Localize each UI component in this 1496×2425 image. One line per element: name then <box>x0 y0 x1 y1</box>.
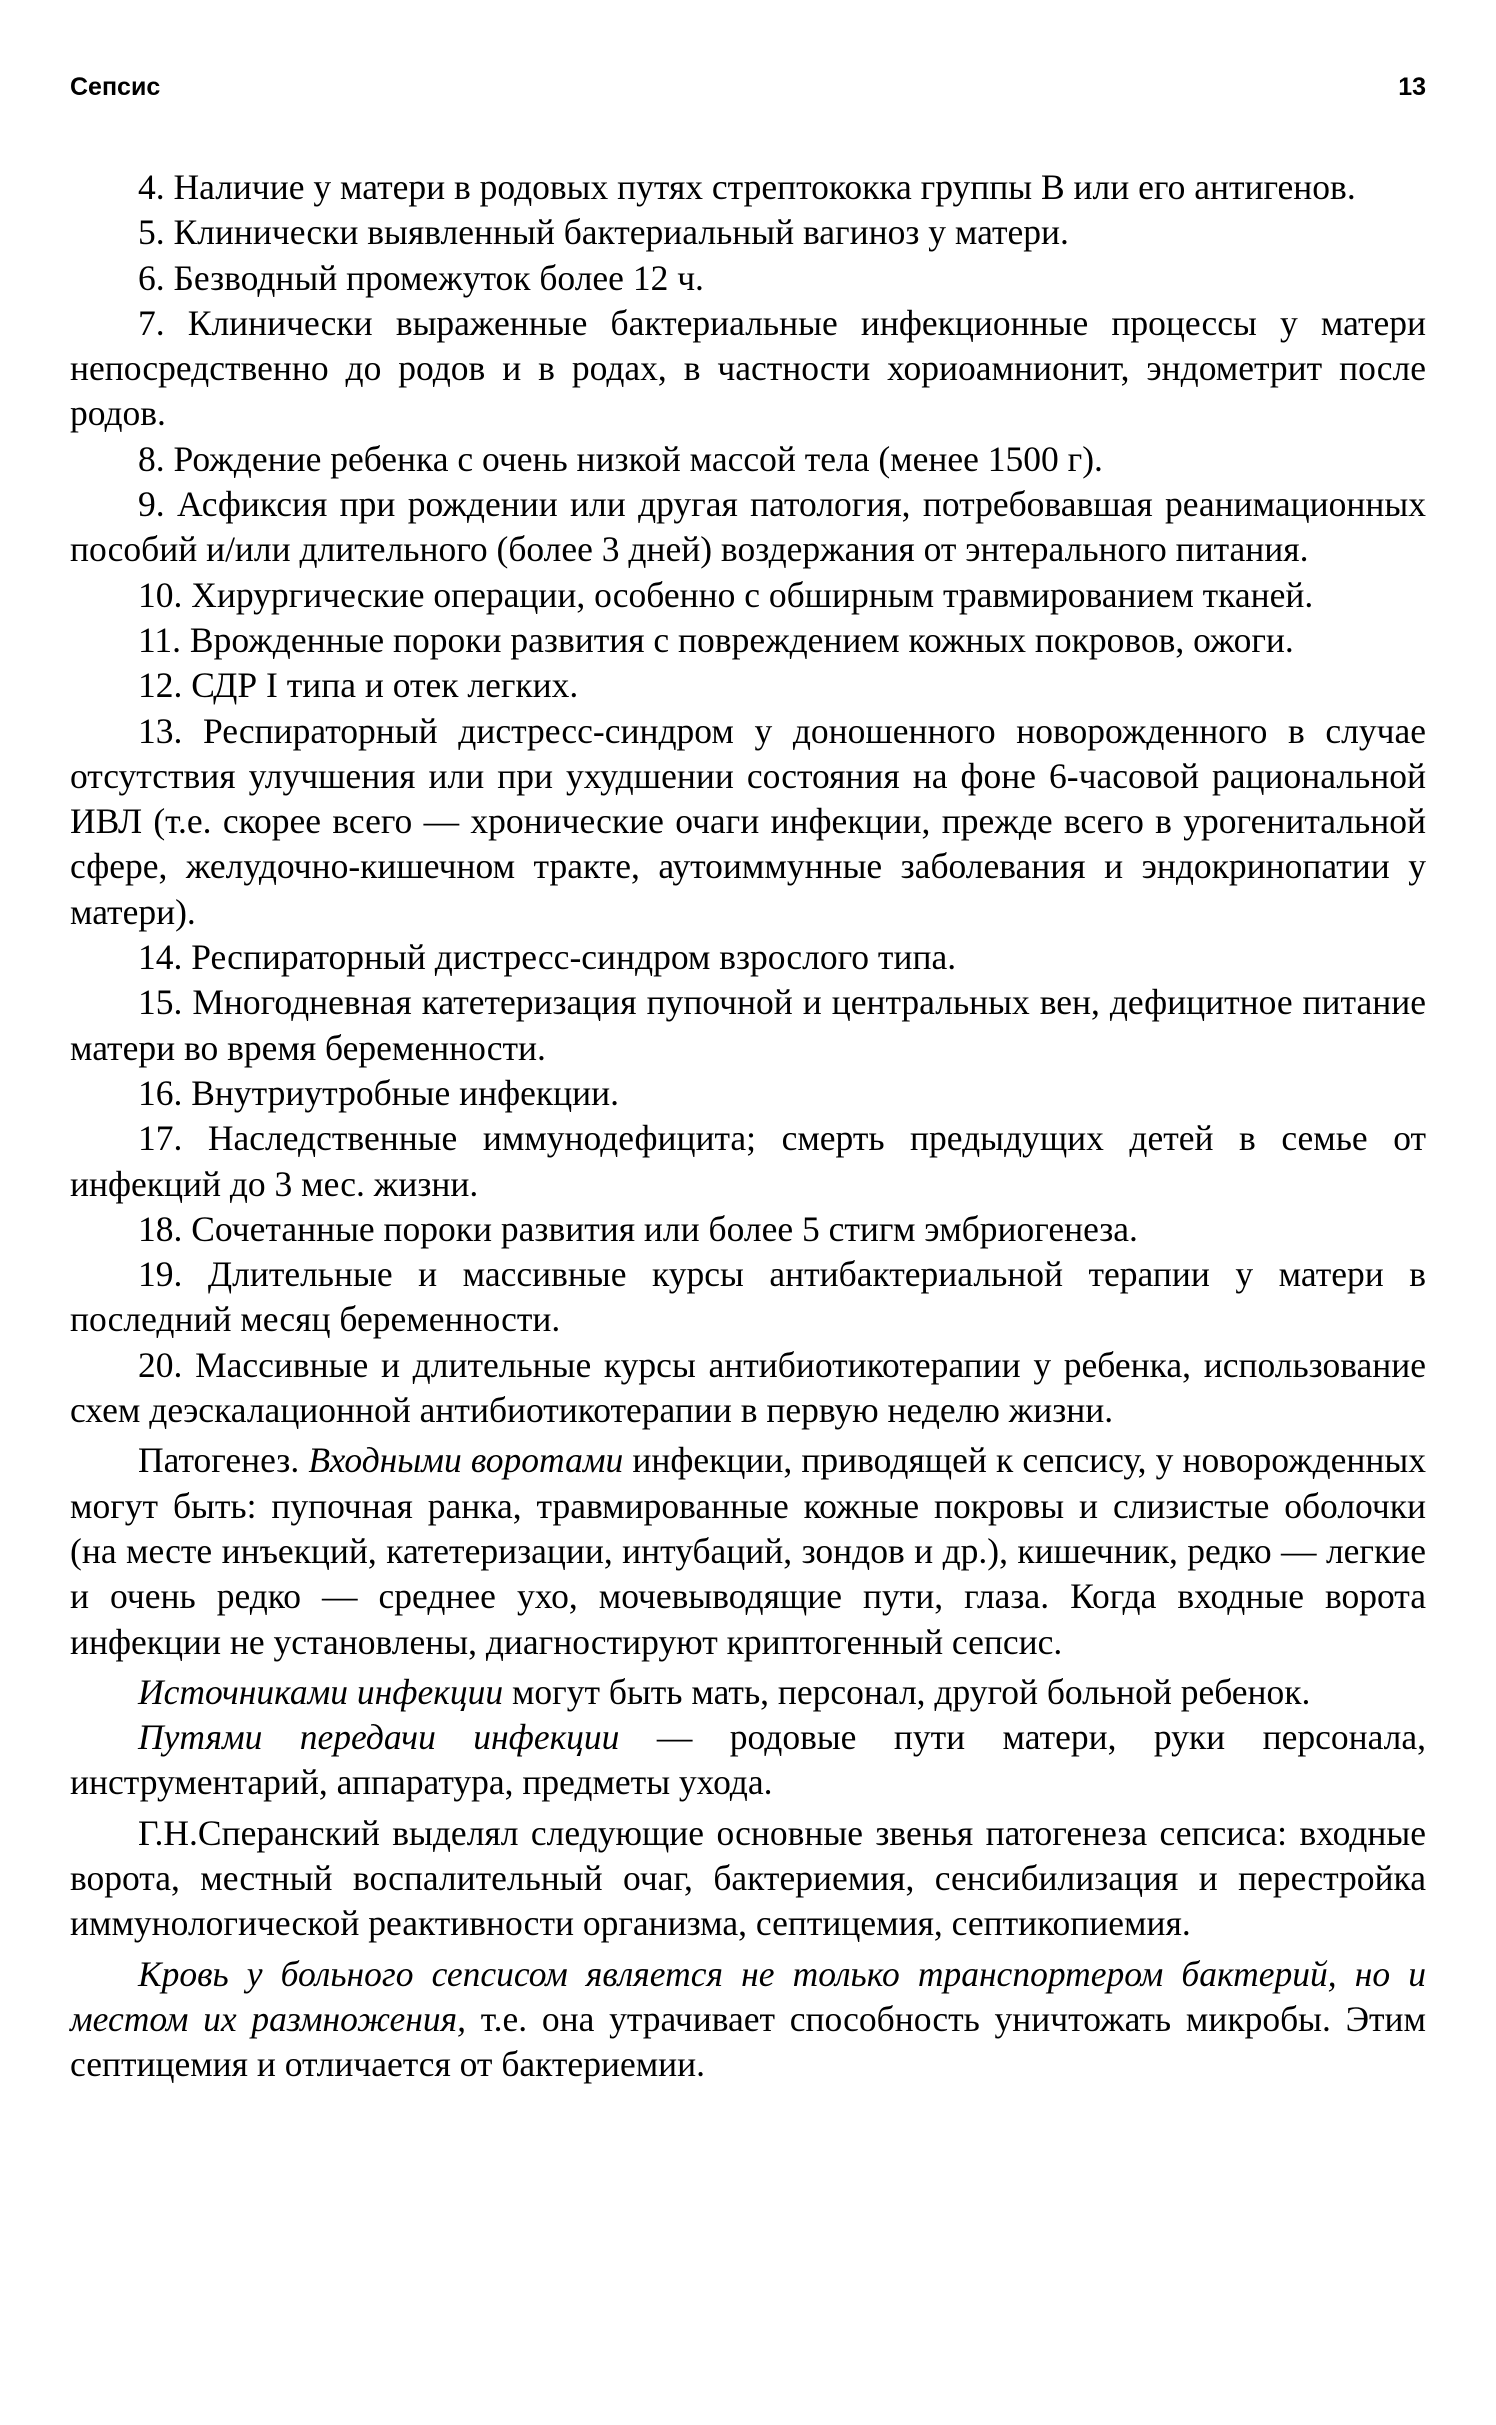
risk-factor-item: 18. Сочетанные пороки развития или более 5 стигм эмбриогенеза. <box>138 1208 1138 1249</box>
routes-emphasis: Путями передачи инфекции <box>138 1717 620 1758</box>
risk-factor-item: 12. СДР I типа и отек легких. <box>138 665 579 706</box>
body-text <box>70 165 1426 2087</box>
risk-factor-item: 20. Массивные и длительные курсы антибиотикотерапии у ребенка, использование схем деэскалационной антибиотикотерапии в первую неделю жизни. <box>70 1344 1426 1431</box>
speransky-paragraph: Г.Н.Сперанский выделял следующие основные звенья патогенеза сепсиса: входные ворота, местный воспалительный очаг, бактериемия, сенсибилизация и перестройка иммунологической реактивности организма, септицемия, септикопиемия. <box>70 1812 1426 1944</box>
section-title: Сепсис <box>70 72 161 101</box>
risk-factor-item: 8. Рождение ребенка с очень низкой массой тела (менее 1500 г). <box>138 438 1103 479</box>
sources-paragraph <box>70 1670 1426 1715</box>
running-header <box>70 62 1426 112</box>
risk-factor-item: 6. Безводный промежуток более 12 ч. <box>138 257 704 298</box>
routes-paragraph <box>70 1715 1426 1806</box>
risk-factor-item: 10. Хирургические операции, особенно с обширным травмированием тканей. <box>138 574 1314 615</box>
pathogenesis-text: инфекции, приводящей к сепсису, у новорожденных могут быть: пупочная ранка, травмированные кожные покровы и слизистые оболочки (на месте инъекций, катетеризации, интубаций, зондов и др.), кишечник, редко — легкие и очень редко — среднее ухо, мочевыводящие пути, глаза. Когда входные ворота инфекции не установлены, диагностируют криптогенный сепсис. <box>70 1440 1427 1662</box>
page-number: 13 <box>1398 72 1426 101</box>
risk-factor-item: 9. Асфиксия при рождении или другая патология, потребовавшая реанимационных пособий и/или длительного (более 3 дней) воздержания от энтерального питания. <box>70 484 1426 570</box>
risk-factor-item: 19. Длительные и массивные курсы антибактериальной терапии у матери в последний месяц беременности. <box>70 1254 1426 1340</box>
blood-paragraph <box>70 1952 1426 2088</box>
pathogenesis-emphasis: Входными воротами <box>308 1440 624 1481</box>
sources-emphasis: Источниками инфекции <box>138 1671 504 1712</box>
risk-factor-item: 5. Клинически выявленный бактериальный вагиноз у матери. <box>138 212 1069 253</box>
risk-factor-item: 16. Внутриутробные инфекции. <box>138 1072 619 1113</box>
risk-factor-item: 17. Наследственные иммунодефицита; смерть предыдущих детей в семье от инфекций до 3 мес. жизни. <box>70 1118 1426 1204</box>
risk-factor-item: 15. Многодневная катетеризация пупочной и центральных вен, дефицитное питание матери во время беременности. <box>70 982 1426 1068</box>
sources-text: могут быть мать, персонал, другой больной ребенок. <box>511 1671 1311 1712</box>
risk-factor-item: 14. Респираторный дистресс-синдром взрослого типа. <box>138 937 957 978</box>
blood-emphasis: Кровь у больного сепсисом является не только транспортером бактерий, но и местом их размножения, <box>70 1953 1426 2039</box>
risk-factor-item: 7. Клинически выраженные бактериальные инфекционные процессы у матери непосредственно до родов и в родах, в частности хориоамнионит, эндометрит после родов. <box>70 302 1426 434</box>
pathogenesis-lead: Патогенез. <box>138 1440 300 1481</box>
risk-factor-item: 4. Наличие у матери в родовых путях стрептококка группы В или его антигенов. <box>138 167 1356 207</box>
routes-text: — родовые пути матери, руки персонала, инструментарий, аппаратура, предметы ухода. <box>70 1717 1427 1803</box>
blood-text: т.е. она утрачивает способность уничтожать микробы. Этим септицемия и отличается от бактериемии. <box>70 1998 1426 2085</box>
pathogenesis-paragraph <box>70 1438 1426 1664</box>
risk-factor-item: 11. Врожденные пороки развития с повреждением кожных покровов, ожоги. <box>138 619 1294 660</box>
risk-factor-item: 13. Респираторный дистресс-синдром у доношенного новорожденного в случае отсутствия улучшения или при ухудшении состояния на фоне 6-часовой рациональной ИВЛ (т.е. скорее всего — хронические очаги инфекции, прежде всего в урогенитальной сфере, желудочно-кишечном тракте, аутоиммунные заболевания и эндокринопатии у матери). <box>70 710 1426 932</box>
